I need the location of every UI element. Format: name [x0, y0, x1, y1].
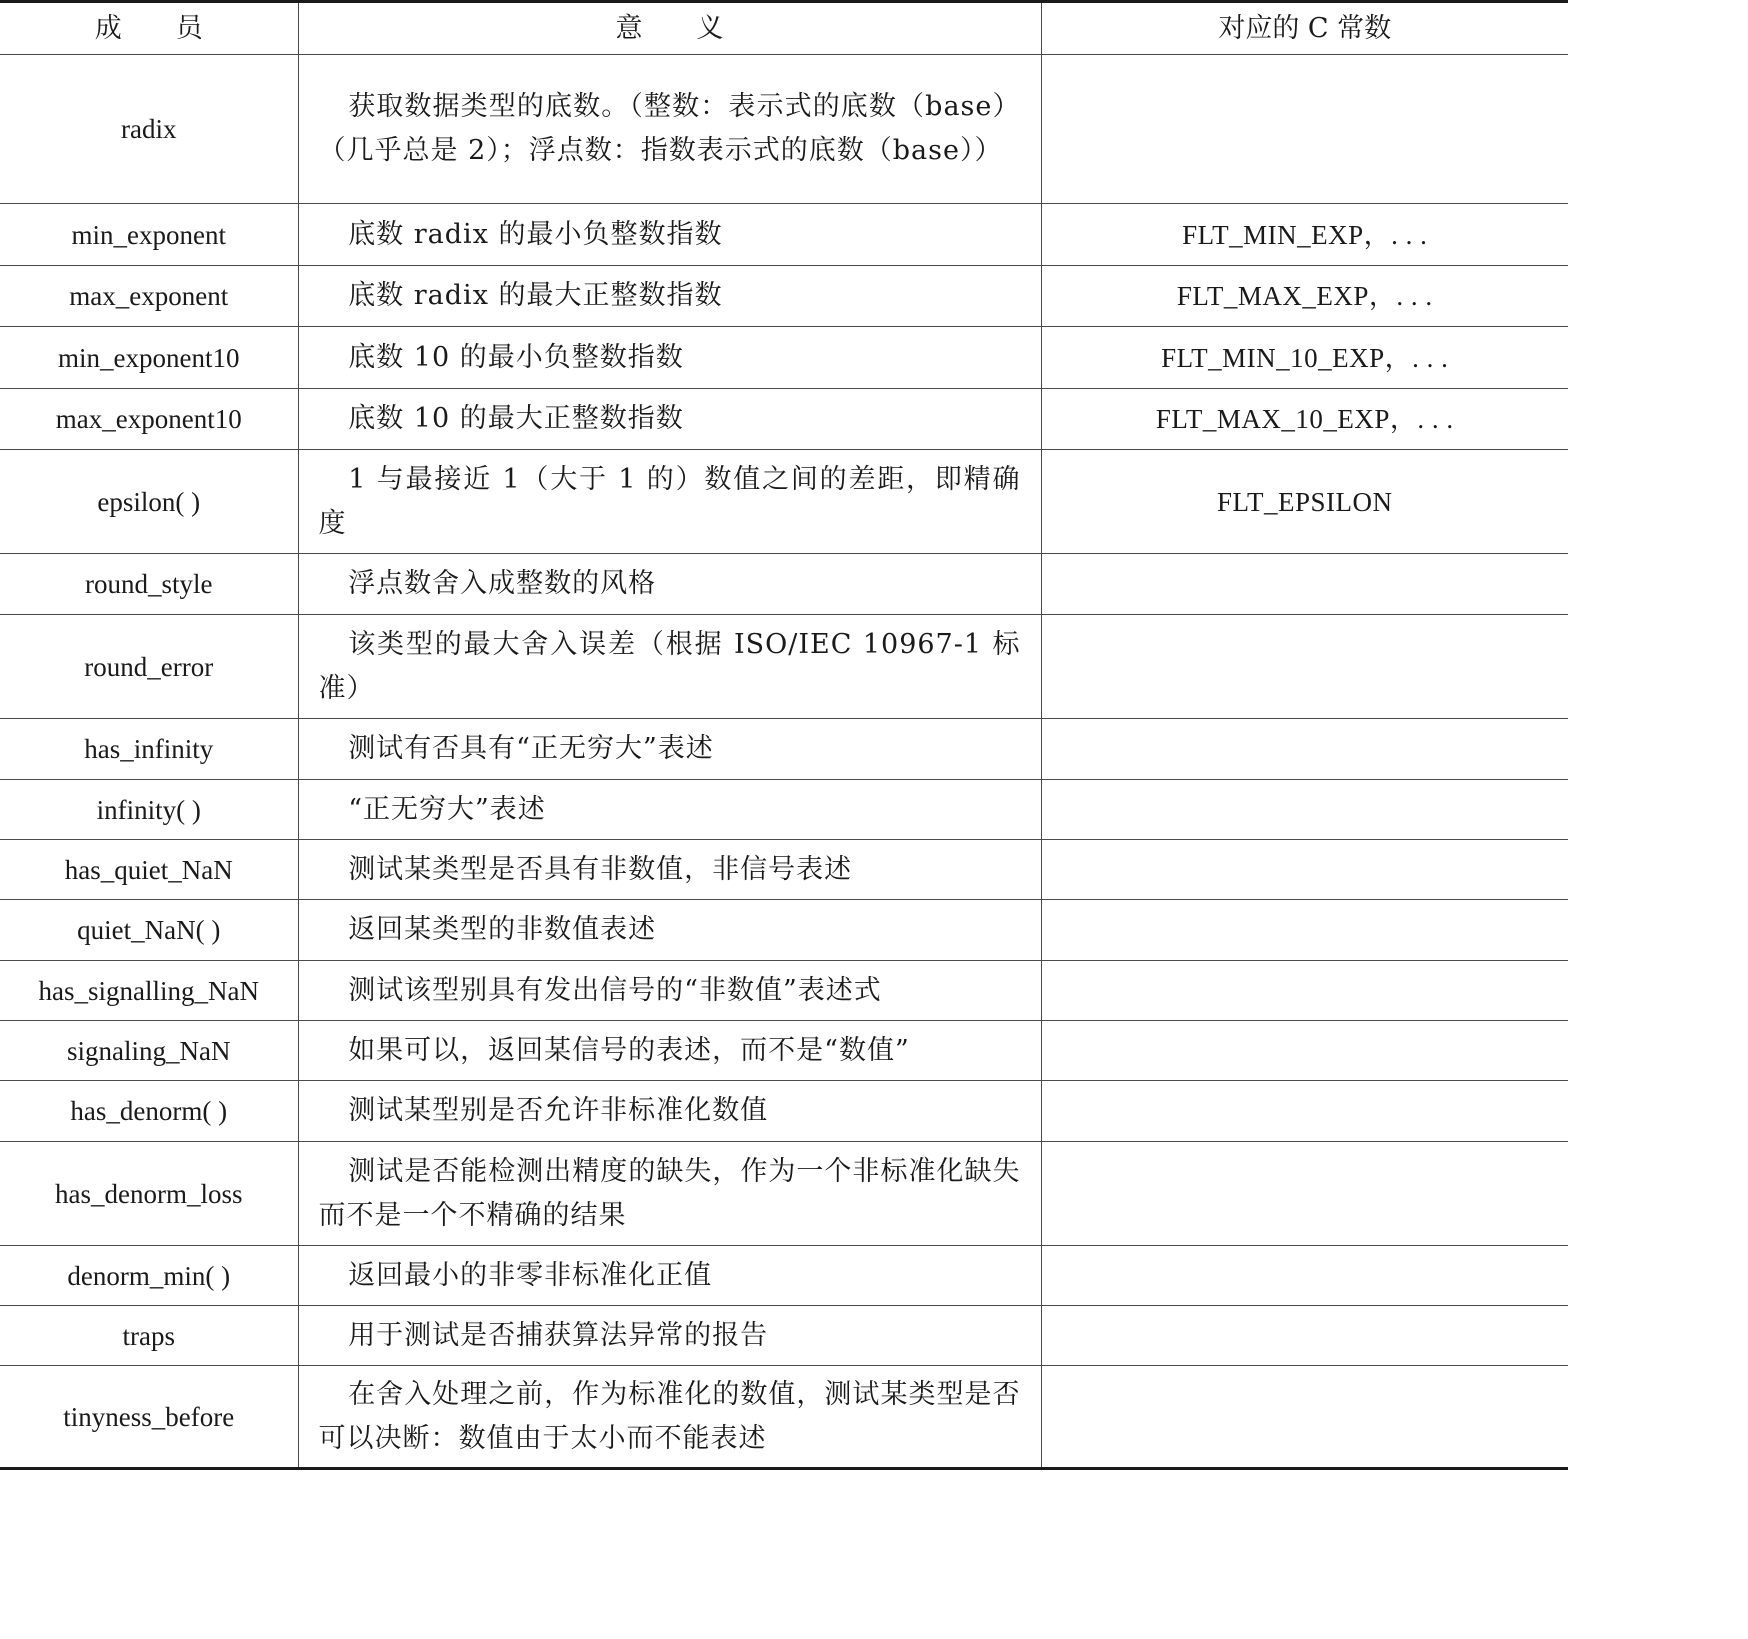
meaning-text: 1 与最接近 1（大于 1 的）数值之间的差距，即精确度 [318, 463, 1021, 539]
c-constant-cell [1041, 1306, 1568, 1366]
c-constant-cell [1041, 900, 1568, 961]
member-cell: has_denorm( ) [0, 1081, 298, 1142]
member-cell: traps [0, 1306, 298, 1366]
c-constant-cell [1041, 1246, 1568, 1306]
meaning-cell [298, 780, 1041, 840]
member-cell: quiet_NaN( ) [0, 900, 298, 961]
table-row [0, 55, 1568, 204]
meaning-cell [298, 204, 1041, 266]
column-header-meaning: 意 义 [298, 2, 1041, 55]
member-cell: infinity( ) [0, 780, 298, 840]
member-cell: has_denorm_loss [0, 1142, 298, 1246]
meaning-text: “正无穷大”表述 [348, 793, 546, 825]
table-row [0, 780, 1568, 840]
c-constant-cell: FLT_MAX_EXP，. . . [1041, 266, 1568, 327]
meaning-cell [298, 389, 1041, 450]
table-row [0, 1366, 1568, 1469]
column-header-member: 成 员 [0, 2, 298, 55]
c-constant-cell [1041, 615, 1568, 719]
meaning-text: 测试该型别具有发出信号的“非数值”表述式 [348, 974, 882, 1006]
c-constant-cell [1041, 1081, 1568, 1142]
meaning-text: 底数 10 的最大正整数指数 [348, 403, 684, 434]
meaning-text: 底数 radix 的最大正整数指数 [348, 280, 723, 311]
meaning-cell [298, 55, 1041, 204]
c-constant-cell [1041, 1142, 1568, 1246]
member-cell: signaling_NaN [0, 1021, 298, 1081]
table-row [0, 1306, 1568, 1366]
table-row [0, 204, 1568, 266]
c-constant-cell [1041, 554, 1568, 615]
member-cell: max_exponent10 [0, 389, 298, 450]
meaning-cell [298, 719, 1041, 780]
c-constant-cell [1041, 1021, 1568, 1081]
meaning-cell [298, 1366, 1041, 1469]
meaning-cell [298, 554, 1041, 615]
member-cell: denorm_min( ) [0, 1246, 298, 1306]
meaning-cell [298, 450, 1041, 554]
table-row [0, 615, 1568, 719]
meaning-cell [298, 327, 1041, 389]
member-cell: min_exponent [0, 204, 298, 266]
meaning-text: 如果可以，返回某信号的表述，而不是“数值” [348, 1034, 910, 1066]
meaning-text: 返回某类型的非数值表述 [348, 914, 657, 945]
table-row [0, 900, 1568, 961]
c-constant-cell [1041, 719, 1568, 780]
meaning-cell [298, 1306, 1041, 1366]
member-cell: epsilon( ) [0, 450, 298, 554]
c-constant-cell [1041, 55, 1568, 204]
member-cell: round_style [0, 554, 298, 615]
meaning-cell [298, 1246, 1041, 1306]
c-constant-cell [1041, 961, 1568, 1021]
meaning-cell [298, 1081, 1041, 1142]
member-cell: tinyness_before [0, 1366, 298, 1469]
table-row [0, 1081, 1568, 1142]
meaning-text: 获取数据类型的底数。（整数：表示式的底数（base）（几乎总是 2）；浮点数：指数表示式的底数（base）） [318, 91, 1021, 166]
table-row [0, 719, 1568, 780]
table-row [0, 1021, 1568, 1081]
table-header-row [0, 2, 1568, 55]
member-cell: has_quiet_NaN [0, 840, 298, 900]
c-constant-cell: FLT_MAX_10_EXP，. . . [1041, 389, 1568, 450]
table-row [0, 1246, 1568, 1306]
c-constant-cell [1041, 1366, 1568, 1469]
c-constant-cell [1041, 840, 1568, 900]
table-row [0, 266, 1568, 327]
meaning-cell [298, 266, 1041, 327]
member-cell: has_signalling_NaN [0, 961, 298, 1021]
member-cell: min_exponent10 [0, 327, 298, 389]
meaning-text: 用于测试是否捕获算法异常的报告 [348, 1319, 769, 1351]
meaning-text: 底数 10 的最小负整数指数 [348, 341, 684, 373]
meaning-text: 浮点数舍入成整数的风格 [348, 568, 657, 599]
c-constant-cell: FLT_EPSILON [1041, 450, 1568, 554]
table-row [0, 389, 1568, 450]
meaning-text: 测试某型别是否允许非标准化数值 [348, 1095, 769, 1126]
table-row [0, 840, 1568, 900]
column-header-c-constant: 对应的 C 常数 [1041, 2, 1568, 55]
meaning-text: 在舍入处理之前，作为标准化的数值，测试某类型是否可以决断：数值由于太小而不能表述 [318, 1378, 1021, 1454]
member-cell: max_exponent [0, 266, 298, 327]
meaning-cell [298, 1021, 1041, 1081]
table-row [0, 961, 1568, 1021]
c-constant-cell [1041, 780, 1568, 840]
table-row [0, 327, 1568, 389]
meaning-text: 该类型的最大舍入误差（根据 ISO/IEC 10967-1 标准） [318, 628, 1021, 704]
meaning-text: 测试某类型是否具有非数值，非信号表述 [348, 853, 853, 885]
member-cell: round_error [0, 615, 298, 719]
meaning-cell [298, 1142, 1041, 1246]
table-row [0, 1142, 1568, 1246]
c-constant-cell: FLT_MIN_EXP，. . . [1041, 204, 1568, 266]
meaning-cell [298, 961, 1041, 1021]
member-cell: has_infinity [0, 719, 298, 780]
c-constant-cell: FLT_MIN_10_EXP，. . . [1041, 327, 1568, 389]
meaning-text: 测试是否能检测出精度的缺失，作为一个非标准化缺失而不是一个不精确的结果 [318, 1155, 1021, 1231]
member-cell: radix [0, 55, 298, 204]
table-row [0, 554, 1568, 615]
meaning-cell [298, 900, 1041, 961]
meaning-cell [298, 615, 1041, 719]
meaning-text: 返回最小的非零非标准化正值 [348, 1259, 713, 1291]
meaning-cell [298, 840, 1041, 900]
meaning-text: 底数 radix 的最小负整数指数 [348, 218, 723, 250]
table-row [0, 450, 1568, 554]
meaning-text: 测试有否具有“正无穷大”表述 [348, 733, 714, 764]
